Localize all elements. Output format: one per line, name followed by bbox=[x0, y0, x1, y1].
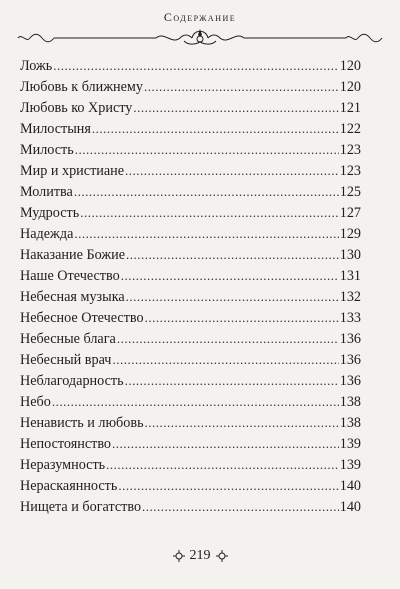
dot-leader bbox=[74, 223, 338, 244]
dot-leader bbox=[125, 160, 339, 181]
toc-title: Неразумность bbox=[20, 457, 106, 473]
page-footer bbox=[0, 548, 400, 568]
toc-page-number: 133 bbox=[339, 310, 361, 326]
toc-title: Нищета и богатство bbox=[20, 499, 142, 515]
toc-title: Наказание Божие bbox=[20, 247, 126, 263]
toc-title: Непостоянство bbox=[20, 436, 112, 452]
toc-entry[interactable] bbox=[20, 160, 361, 181]
toc-title: Небесная музыка bbox=[20, 289, 125, 305]
toc-entry[interactable] bbox=[20, 496, 361, 517]
toc-entry[interactable] bbox=[20, 328, 361, 349]
toc-title: Небесный врач bbox=[20, 352, 112, 368]
rosette-icon bbox=[172, 549, 186, 563]
toc-entry[interactable] bbox=[20, 349, 361, 370]
toc-page-number: 131 bbox=[339, 268, 361, 284]
toc-page-number: 129 bbox=[339, 226, 361, 242]
toc-entry[interactable] bbox=[20, 223, 361, 244]
toc-title: Ложь bbox=[20, 58, 53, 74]
toc-page-number: 136 bbox=[339, 373, 361, 389]
dot-leader bbox=[112, 349, 338, 370]
dot-leader bbox=[53, 55, 338, 76]
toc-entry[interactable] bbox=[20, 244, 361, 265]
toc-entry[interactable] bbox=[20, 76, 361, 97]
toc-entry[interactable] bbox=[20, 265, 361, 286]
toc-page-number: 123 bbox=[339, 163, 361, 179]
toc-title: Нераскаянность bbox=[20, 478, 118, 494]
toc-entry[interactable] bbox=[20, 118, 361, 139]
toc-entry[interactable] bbox=[20, 286, 361, 307]
dot-leader bbox=[92, 118, 339, 139]
dot-leader bbox=[118, 475, 338, 496]
dot-leader bbox=[121, 265, 339, 286]
toc-page-number: 139 bbox=[339, 457, 361, 473]
toc-title: Любовь ко Христу bbox=[20, 100, 133, 116]
toc-page-number: 120 bbox=[339, 79, 361, 95]
toc-entry[interactable] bbox=[20, 181, 361, 202]
toc-title: Ненависть и любовь bbox=[20, 415, 144, 431]
running-header: Содержание bbox=[163, 10, 237, 24]
toc-page-number: 140 bbox=[339, 478, 361, 494]
toc-entry[interactable] bbox=[20, 454, 361, 475]
dot-leader bbox=[145, 307, 339, 328]
dot-leader bbox=[112, 433, 339, 454]
toc-entry[interactable] bbox=[20, 97, 361, 118]
toc-title: Небо bbox=[20, 394, 51, 410]
toc-page-number: 138 bbox=[339, 394, 361, 410]
flourish-divider-icon bbox=[16, 27, 384, 49]
dot-leader bbox=[80, 202, 339, 223]
toc-title: Милостыня bbox=[20, 121, 91, 137]
toc-title: Молитва bbox=[20, 184, 73, 200]
toc-entry[interactable] bbox=[20, 139, 361, 160]
toc-page-number: 140 bbox=[339, 499, 361, 515]
toc-page-number: 139 bbox=[339, 436, 361, 452]
toc-page-number: 123 bbox=[339, 142, 361, 158]
toc-page-number: 138 bbox=[339, 415, 361, 431]
dot-leader bbox=[145, 412, 339, 433]
toc-entry[interactable] bbox=[20, 412, 361, 433]
dot-leader bbox=[75, 139, 339, 160]
toc-page-number: 120 bbox=[339, 58, 361, 74]
toc-title: Наше Отечество bbox=[20, 268, 120, 284]
toc-page-number: 127 bbox=[339, 205, 361, 221]
dot-leader bbox=[125, 370, 339, 391]
toc-entry[interactable] bbox=[20, 370, 361, 391]
dot-leader bbox=[74, 181, 339, 202]
toc-entry[interactable] bbox=[20, 307, 361, 328]
toc-page-number: 132 bbox=[339, 289, 361, 305]
toc-title: Надежда bbox=[20, 226, 74, 242]
dot-leader bbox=[144, 76, 339, 97]
toc-title: Мудрость bbox=[20, 205, 80, 221]
page-number: 219 bbox=[189, 548, 211, 563]
dot-leader bbox=[133, 97, 338, 118]
toc-title: Мир и христиане bbox=[20, 163, 125, 179]
toc-page-number: 122 bbox=[339, 121, 361, 137]
rosette-icon bbox=[215, 549, 229, 563]
toc-title: Небесное Отечество bbox=[20, 310, 144, 326]
toc-page-number: 125 bbox=[339, 184, 361, 200]
toc-page-number: 136 bbox=[339, 352, 361, 368]
dot-leader bbox=[106, 454, 339, 475]
toc-entry[interactable] bbox=[20, 475, 361, 496]
dot-leader bbox=[126, 244, 339, 265]
toc-title: Милость bbox=[20, 142, 74, 158]
dot-leader bbox=[126, 286, 339, 307]
toc-entry[interactable] bbox=[20, 391, 361, 412]
toc-page-number: 136 bbox=[339, 331, 361, 347]
toc-entry[interactable] bbox=[20, 202, 361, 223]
toc-page-number: 121 bbox=[339, 100, 361, 116]
dot-leader bbox=[142, 496, 339, 517]
toc-entry[interactable] bbox=[20, 55, 361, 76]
table-of-contents bbox=[20, 55, 361, 517]
dot-leader bbox=[117, 328, 339, 349]
toc-page-number: 130 bbox=[339, 247, 361, 263]
toc-title: Неблагодарность bbox=[20, 373, 124, 389]
dot-leader bbox=[52, 391, 339, 412]
toc-entry[interactable] bbox=[20, 433, 361, 454]
toc-title: Небесные блага bbox=[20, 331, 116, 347]
toc-title: Любовь к ближнему bbox=[20, 79, 143, 95]
